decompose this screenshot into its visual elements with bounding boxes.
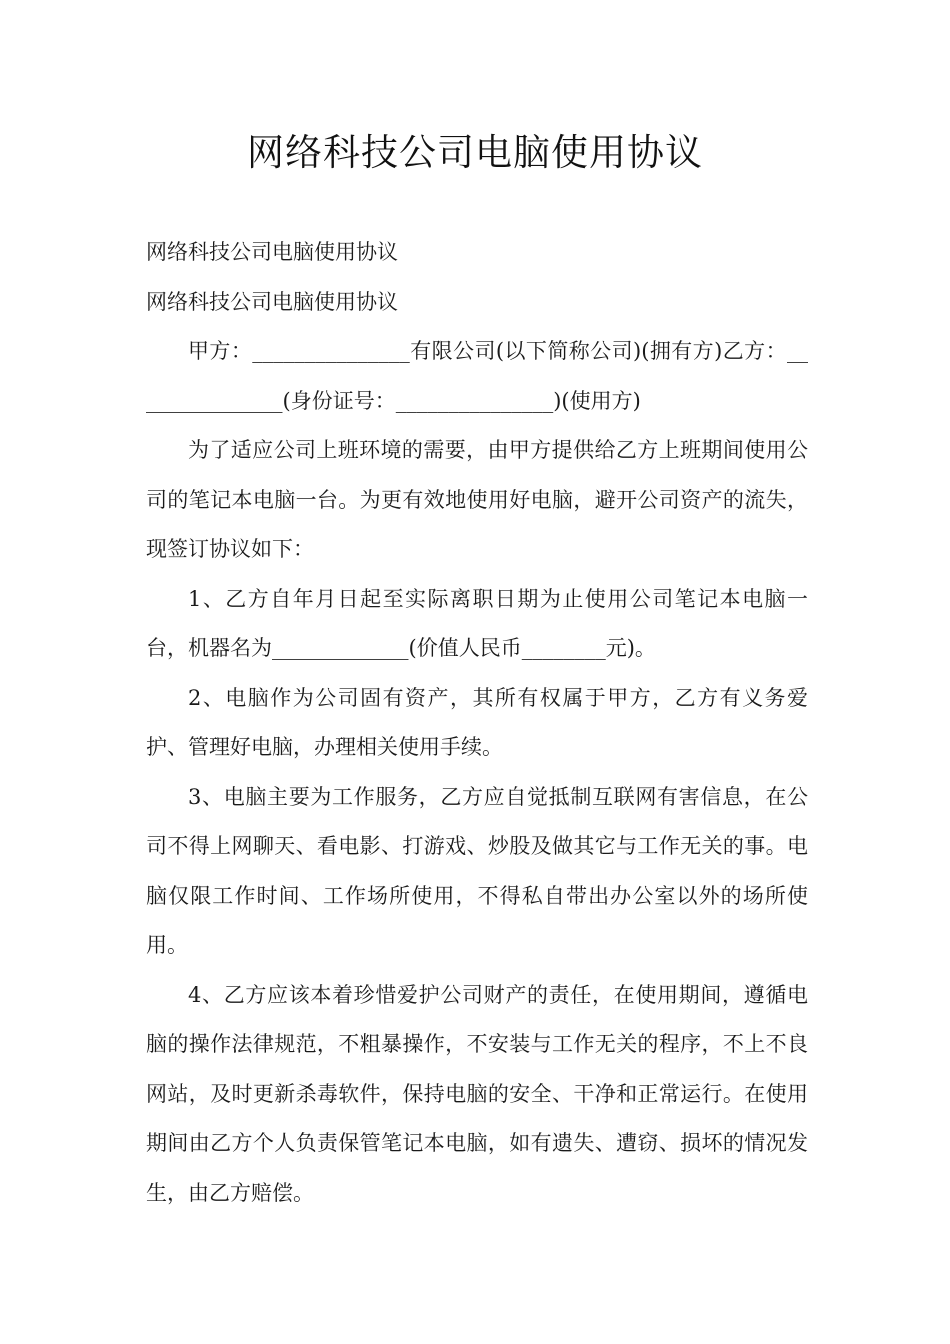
preamble-paragraph: 为了适应公司上班环境的需要，由甲方提供给乙方上班期间使用公司的笔记本电脑一台。为更有效地使用好电脑，避开公司资产的流失，现签订协议如下： — [146, 438, 808, 561]
subtitle-line-1: 网络科技公司电脑使用协议 — [146, 240, 398, 264]
subtitle-line-2: 网络科技公司电脑使用协议 — [146, 289, 398, 314]
clause-4: 4、乙方应该本着珍惜爱护公司财产的责任，在使用期间，遵循电脑的操作法律规范，不粗暴操作，不安装与工作无关的程序，不上不良网站，及时更新杀毒软件，保持电脑的安全、干净和正常运行。在使用期间由乙方个人负责保管笔记本电脑，如有遗失、遭窃、损坏的情况发生，由乙方赔偿。 — [146, 982, 808, 1205]
parties-paragraph: 甲方：_______________有限公司(以下简称公司)(拥有方)乙方：_______________(身份证号：_______________)(使用方) — [146, 339, 808, 413]
document-title: 网络科技公司电脑使用协议 — [247, 131, 703, 174]
clause-1: 1、乙方自年月日起至实际离职日期为止使用公司笔记本电脑一台，机器名为_____________(价值人民币________元)。 — [146, 586, 808, 660]
clause-3: 3、电脑主要为工作服务，乙方应自觉抵制互联网有害信息，在公司不得上网聊天、看电影、打游戏、炒股及做其它与工作无关的事。电脑仅限工作时间、工作场所使用，不得私自带出办公室以外的场所使用。 — [146, 784, 808, 957]
clause-2: 2、电脑作为公司固有资产，其所有权属于甲方，乙方有义务爱护、管理好电脑，办理相关使用手续。 — [146, 685, 808, 759]
document-body — [146, 228, 808, 1218]
